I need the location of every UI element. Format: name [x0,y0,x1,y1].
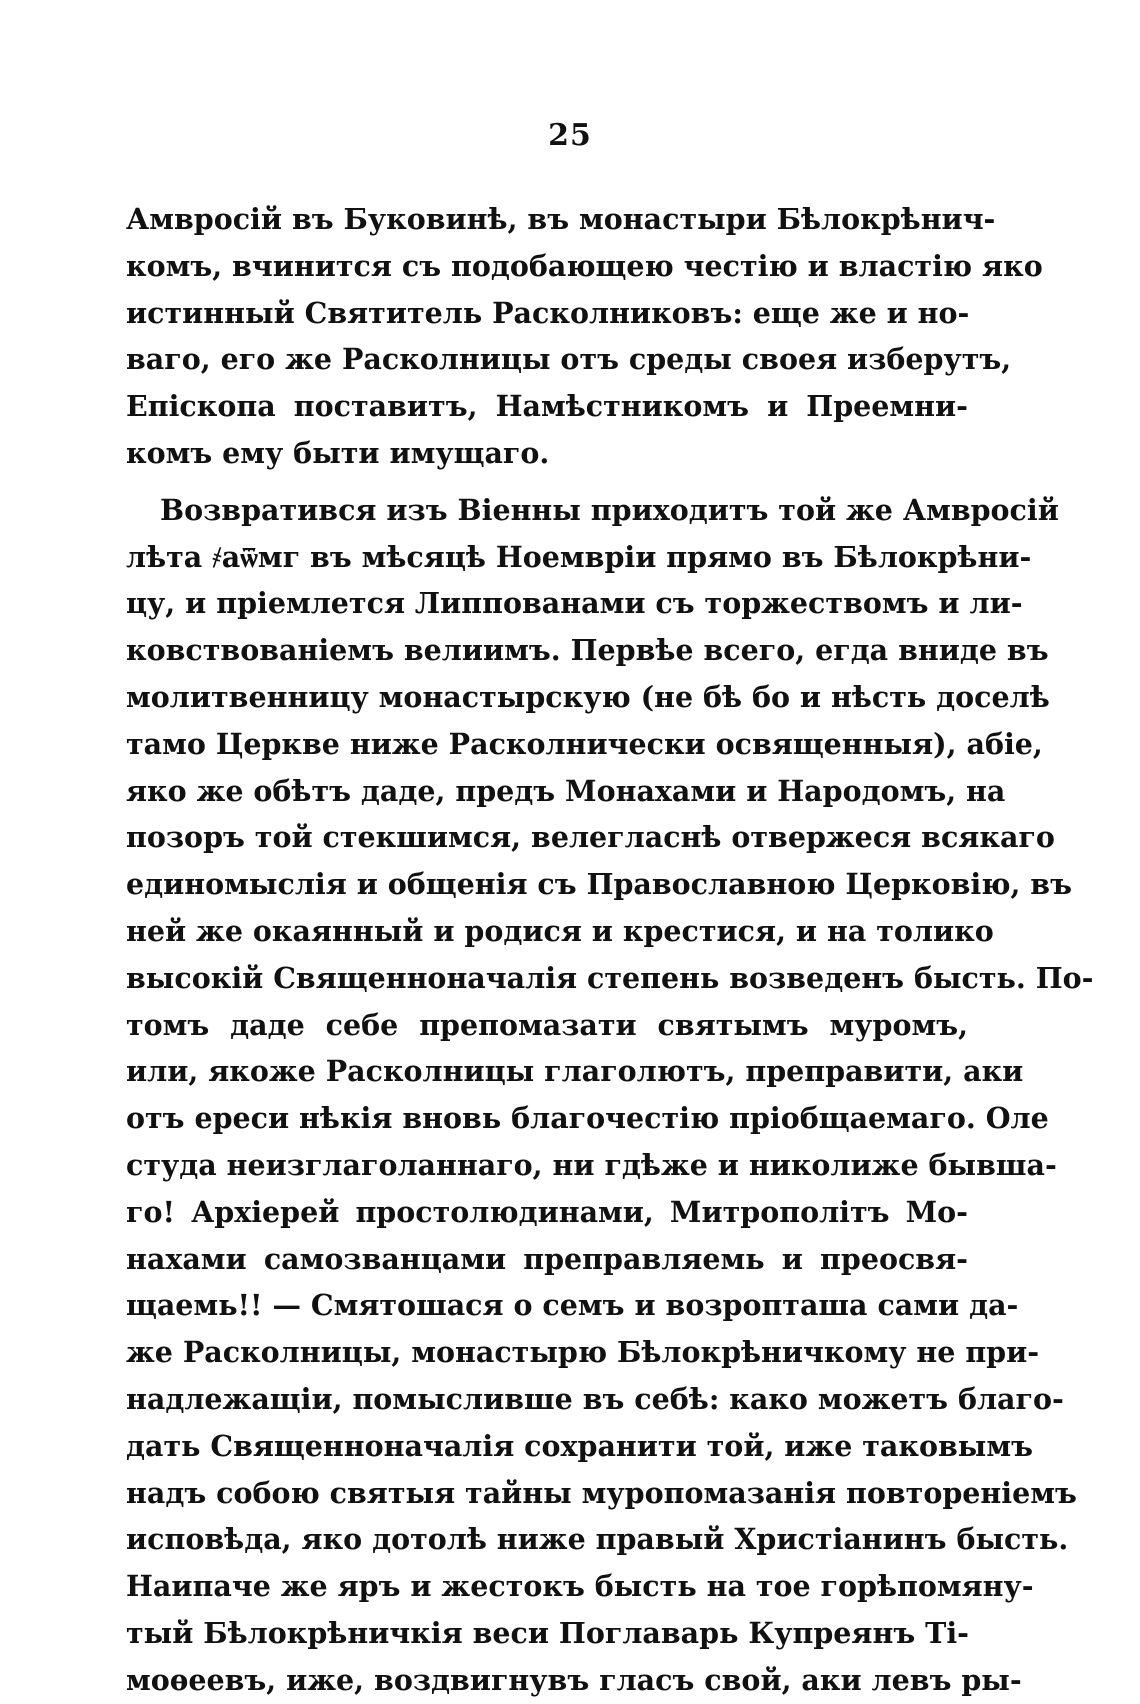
paragraph-gap [126,477,968,487]
paragraph [126,196,1043,477]
text-line: яко же обѣтъ даде, предъ Монахами и Народомъ, на [126,773,1006,808]
text-line: единомыслія и общенія съ Православною Церковію, въ [126,867,1072,902]
text-line: моѳеевъ, иже, воздвигнувъ гласъ свой, аки левъ ры- [126,1662,1022,1697]
text-line: надлежащіи, помысливше въ себѣ: како можетъ благо- [126,1381,1064,1416]
text-line: или, якоже Расколницы глаголютъ, преправити, аки [126,1054,1024,1089]
text-line: лѣта ҂аѿмг въ мѣсяцѣ Ноемвріи прямо въ Бѣлокрѣни- [126,539,1032,574]
text-line: ковствованіемъ велиимъ. Первѣе всего, егда вниде въ [126,633,1049,668]
text-line: го! Архіерей простолюдинами, Митрополітъ Мо- [126,1194,968,1229]
text-line: щаемь!! — Смятошася о семъ и возропташа сами да- [126,1288,1019,1323]
text-line: Епіскопа поставитъ, Намѣстникомъ и Преемни- [126,389,968,424]
text-line: высокій Священноначалія степень возведенъ бысть. По- [126,960,1094,995]
text-line: Амвросій въ Буковинѣ, въ монастыри Бѣлокрѣнич- [126,202,996,236]
page-number: 25 [548,118,592,153]
text-line: отъ ереси нѣкія вновь благочестію пріобщаемаго. Оле [126,1101,1049,1136]
text-line: Возвратився изъ Віенны приходитъ той же Амвросій [160,492,1059,527]
text-line: ваго, его же Расколницы отъ среды своея изберутъ, [126,342,1012,377]
text-line: комъ, вчинится съ подобающею честію и властію яко [126,248,1043,283]
text-line: исповѣда, яко дотолѣ ниже правый Христіанинъ бысть. [126,1522,1069,1557]
text-line: нахами самозванцами преправляемь и преосвя- [126,1241,968,1276]
text-line: молитвенницу монастырскую (не бѣ бо и нѣсть доселѣ [126,679,1050,714]
text-line: ней же окаянный и родися и крестися, и на толико [126,913,994,948]
text-line: дать Священноначалія сохранити той, иже таковымъ [126,1428,1033,1463]
text-line: комъ ему быти имущаго. [126,435,550,470]
body-text [126,196,1094,1704]
text-line: надъ собою святыя тайны муропомазанія повтореніемъ [126,1475,1077,1510]
text-line: истинный Святитель Расколниковъ: еще же и но- [126,295,970,330]
text-line: тамо Церкве ниже Расколнически освященныя), абіе, [126,726,1043,761]
text-line: тый Бѣлокрѣничкія веси Поглаварь Купреянъ Ті- [126,1615,969,1650]
paragraph [126,487,1094,1704]
text-line: же Расколницы, монастырю Бѣлокрѣничкому не при- [126,1335,1040,1370]
text-line: позоръ той стекшимся, велегласнѣ отвержеся всякаго [126,820,1055,855]
text-line: Наипаче же яръ и жестокъ бысть на тое горѣпомяну- [126,1569,1034,1604]
text-line: студа неизглаголаннаго, ни гдѣже и николиже бывша- [126,1147,1057,1182]
text-line: томъ даде себе препомазати святымъ муромъ, [126,1007,968,1042]
text-line: цу, и пріемлется Липпованами съ торжествомъ и ли- [126,586,1023,621]
